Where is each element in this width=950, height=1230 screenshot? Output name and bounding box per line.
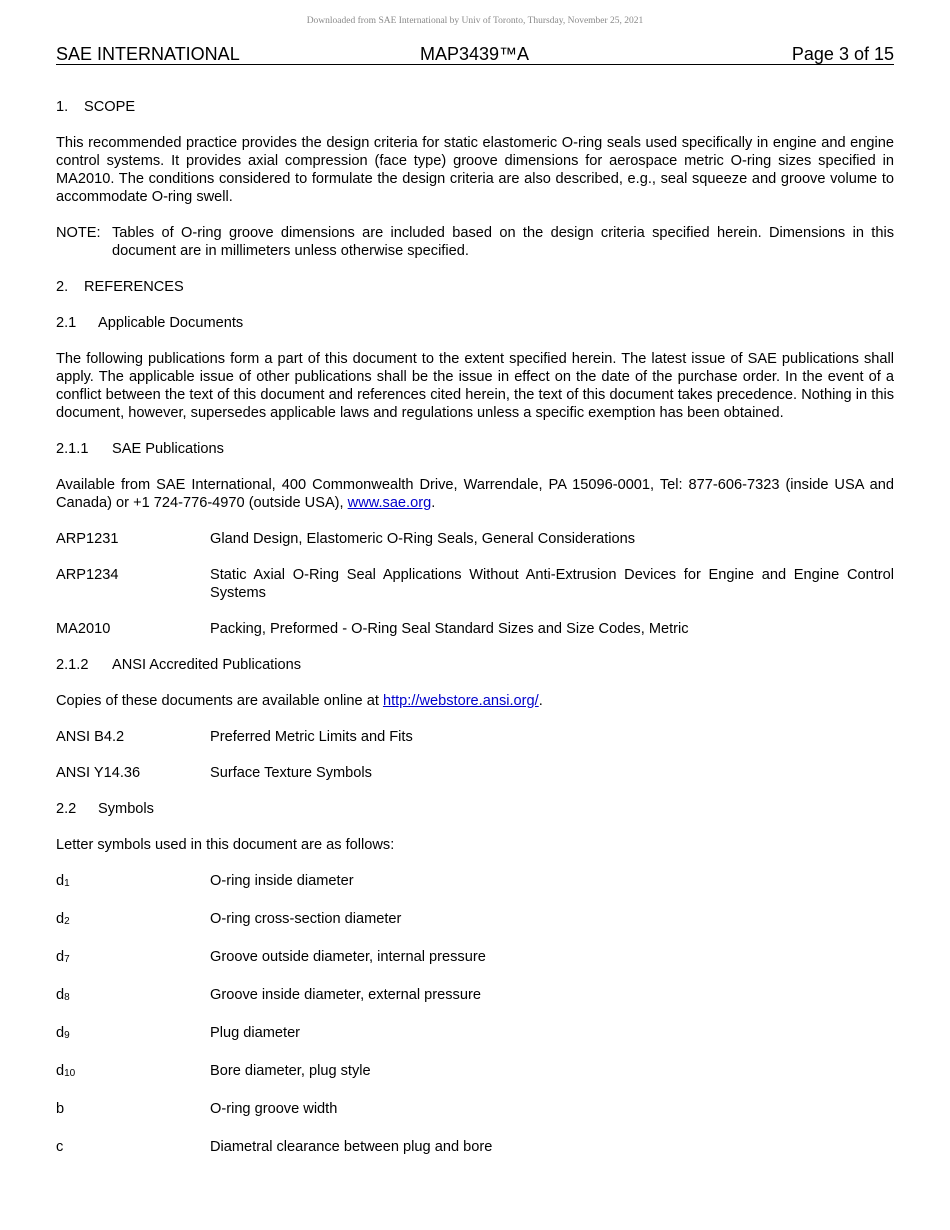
symbol-row <box>56 1138 894 1158</box>
subsection-sae-publications-heading <box>56 440 894 458</box>
reference-title: Packing, Preformed - O-Ring Seal Standard Sizes and Size Codes, Metric <box>210 621 689 637</box>
sae-availability-paragraph <box>56 476 894 512</box>
ansi-document-list <box>56 728 894 782</box>
ansi-webstore-link[interactable]: http://webstore.ansi.org/ <box>382 693 539 709</box>
reference-id: ARP1234 <box>56 567 119 583</box>
symbol-list <box>56 872 894 1158</box>
reference-id: ANSI B4.2 <box>56 729 125 745</box>
symbol-subscript: 7 <box>64 954 70 965</box>
section-title: SCOPE <box>84 99 136 115</box>
subsection-number: 2.2 <box>56 801 77 817</box>
symbol-term <box>56 1024 210 1044</box>
subsection-applicable-documents-heading <box>56 314 894 332</box>
symbol-subscript: 8 <box>64 992 70 1003</box>
reference-row <box>56 530 894 548</box>
applicable-documents-paragraph: The following publications form a part of this document to the extent specified herein. The latest issue of SAE publications shall apply. The applicable issue of other publications shall be the issue in effect on the date of the purchase order. In the event of a conflict between the text of this document and references cited herein, the text of this document takes precedence. Nothing in this document, however, supersedes applicable laws and regulations unless a specific exemption has been obtained. <box>56 351 894 421</box>
reference-title: Surface Texture Symbols <box>210 765 372 781</box>
symbol-row <box>56 910 894 930</box>
ansi-availability-text: Copies of these documents are available online at <box>56 693 383 709</box>
symbol-row <box>56 986 894 1006</box>
subsection-number: 2.1.2 <box>56 657 89 673</box>
symbol-term <box>56 986 210 1006</box>
section-scope-heading <box>56 98 894 116</box>
subsection-ansi-publications-heading <box>56 656 894 674</box>
symbol-description: O-ring groove width <box>210 1101 338 1117</box>
sae-availability-suffix: . <box>431 495 436 511</box>
symbol-term <box>56 910 210 930</box>
symbol-row <box>56 872 894 892</box>
symbol-subscript: 2 <box>64 916 70 927</box>
symbol-row <box>56 1024 894 1044</box>
symbol-description: O-ring inside diameter <box>210 873 354 889</box>
reference-row <box>56 620 894 638</box>
subsection-title: Symbols <box>98 801 154 817</box>
sae-document-list <box>56 530 894 638</box>
reference-title: Preferred Metric Limits and Fits <box>210 729 413 745</box>
reference-row <box>56 566 894 602</box>
symbol-subscript: 10 <box>64 1068 76 1079</box>
header-org: SAE INTERNATIONAL <box>56 44 240 64</box>
download-watermark: Downloaded from SAE International by Univ of Toronto, Thursday, November 25, 2021 <box>306 16 644 26</box>
subsection-number: 2.1 <box>56 315 77 331</box>
ansi-availability-paragraph <box>56 692 894 710</box>
reference-row <box>56 728 894 746</box>
symbol-base: c <box>56 1139 64 1155</box>
symbol-description: Groove outside diameter, internal pressure <box>210 949 486 965</box>
header-doc-id: MAP3439™A <box>420 44 530 64</box>
symbol-row <box>56 1062 894 1082</box>
symbols-intro: Letter symbols used in this document are as follows: <box>56 837 395 853</box>
symbol-description: Groove inside diameter, external pressure <box>210 987 481 1003</box>
reference-id: ANSI Y14.36 <box>56 765 141 781</box>
symbol-term <box>56 1062 210 1082</box>
reference-title: Gland Design, Elastomeric O-Ring Seals, General Considerations <box>210 531 636 547</box>
reference-id: MA2010 <box>56 621 111 637</box>
section-references-heading <box>56 278 894 296</box>
symbol-base: d <box>56 873 65 889</box>
subsection-title: Applicable Documents <box>98 315 244 331</box>
subsection-title: SAE Publications <box>112 441 224 457</box>
note-text: Tables of O-ring groove dimensions are included based on the design criteria specified herein. Dimensions in this document are in millimeters unless otherwise specified. <box>112 225 894 259</box>
subsection-symbols-heading <box>56 800 894 818</box>
scope-note <box>56 224 894 260</box>
reference-row <box>56 764 894 782</box>
symbol-description: Plug diameter <box>210 1025 301 1041</box>
symbol-base: b <box>56 1101 65 1117</box>
subsection-title: ANSI Accredited Publications <box>112 657 302 673</box>
symbol-description: Bore diameter, plug style <box>210 1063 371 1079</box>
symbol-base: d <box>56 1025 65 1041</box>
symbol-base: d <box>56 1063 65 1079</box>
symbol-base: d <box>56 911 65 927</box>
symbol-term <box>56 1100 210 1120</box>
scope-paragraph: This recommended practice provides the design criteria for static elastomeric O-ring seals used specifically in engine and engine control systems. It provides axial compression (face type) groove dimensions for aerospace metric O-ring sizes specified in MA2010. The conditions considered to formulate the design criteria are also described, e.g., seal squeeze and groove volume to accommodate O-ring swell. <box>56 135 894 205</box>
ansi-availability-suffix: . <box>538 693 543 709</box>
subsection-number: 2.1.1 <box>56 441 89 457</box>
symbol-subscript: 9 <box>64 1030 70 1041</box>
symbol-term <box>56 872 210 892</box>
symbol-base: d <box>56 987 65 1003</box>
symbol-base: d <box>56 949 65 965</box>
section-number: 1. <box>56 99 69 115</box>
note-label: NOTE: <box>56 225 101 241</box>
section-number: 2. <box>56 279 69 295</box>
sae-availability-text: Available from SAE International, 400 Commonwealth Drive, Warrendale, PA 15096-0001, Tel: 877-606-7323 (inside USA and Canada) or +1 724-776-4970 (outside USA), <box>56 477 894 511</box>
sae-website-link[interactable]: www.sae.org <box>347 495 432 511</box>
symbol-row <box>56 948 894 968</box>
reference-title: Static Axial O-Ring Seal Applications Without Anti-Extrusion Devices for Engine and Engine Control Systems <box>210 567 894 601</box>
symbol-term <box>56 948 210 968</box>
symbol-row <box>56 1100 894 1120</box>
document-body <box>56 98 894 1176</box>
symbol-description: O-ring cross-section diameter <box>210 911 402 927</box>
header-page-number: Page 3 of 15 <box>791 44 894 64</box>
symbol-term <box>56 1138 210 1158</box>
page-header <box>56 44 894 65</box>
symbol-description: Diametral clearance between plug and bore <box>210 1139 493 1155</box>
reference-id: ARP1231 <box>56 531 119 547</box>
symbol-subscript: 1 <box>64 878 70 889</box>
section-title: REFERENCES <box>84 279 184 295</box>
